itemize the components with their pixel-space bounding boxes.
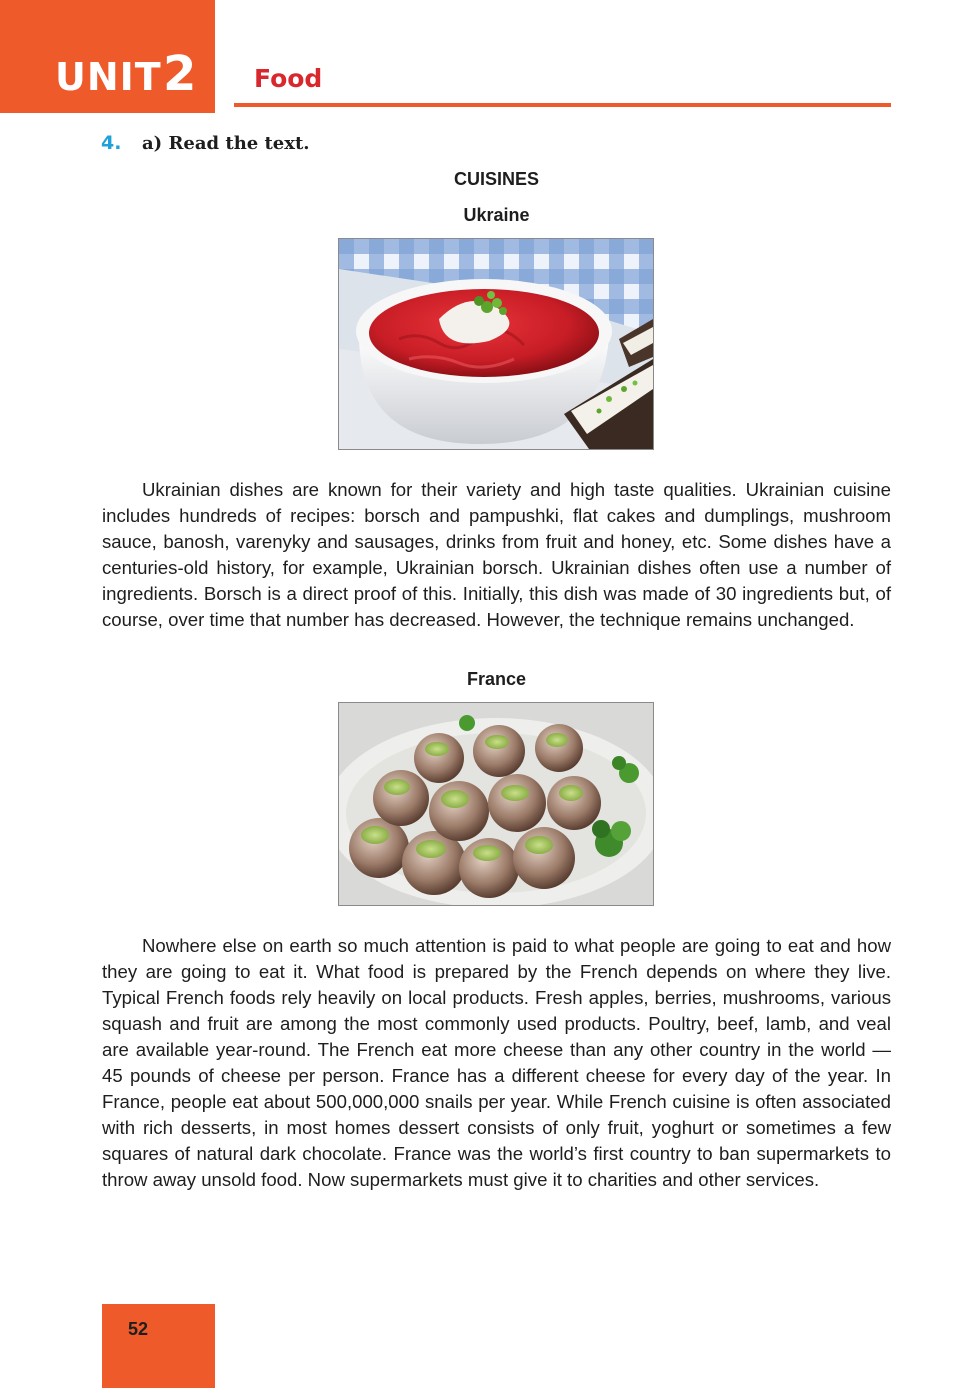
task-instruction: a) Read the text. [142,133,310,154]
france-paragraph: Nowhere else on earth so much attention is paid to what people are going to eat and how they are going to eat it. What food is prepared by the French depends on where they live. Typical French foods rely heavily on local products. Fresh apples, berries, mushrooms, various squash and fruit are among the most commonly used products. Poultry, beef, lamb, and veal are available year-round. The French eat more cheese than any other country in the world — 45 pounds of cheese per person. France has a different cheese for every day of the year. In France, people eat about 500,000,000 snails per year. While French cuisine is often associated with rich desserts, in most homes dessert consists of only fruit, yoghurt or sometimes a few squares of natural dark chocolate. France was the world’s first country to ban supermarkets to throw away unsold food. Now supermarkets must give it to charities and other services. [102,935,891,1190]
unit-label: UNIT [55,55,162,99]
header-divider [234,103,891,107]
task-number: 4. [101,132,122,154]
unit-number: 2 [163,46,197,102]
snails-photo [338,702,654,906]
borsch-photo [338,238,654,450]
section-heading-ukraine: Ukraine [463,205,530,225]
page-number: 52 [128,1319,149,1339]
section-heading-france: France [466,669,527,689]
article-title: CUISINES [453,169,540,189]
ukraine-paragraph: Ukrainian dishes are known for their variety and high taste qualities. Ukrainian cuisine includes hundreds of recipes: borsch and pampushki, flat cakes and dumplings, mushroom sauce, banosh, varenyky and sausages, drinks from fruit and honey, etc. Some dishes have a centuries-old history, for example, Ukrainian borsch. Ukrainian dishes often use a number of ingredients. Borsch is a direct proof of this. Initially, this dish was made of 30 ingredients but, of course, over time that number has decreased. However, the technique remains unchanged. [102,479,891,630]
page-number-box [102,1304,215,1388]
unit-title: Food [254,64,323,93]
